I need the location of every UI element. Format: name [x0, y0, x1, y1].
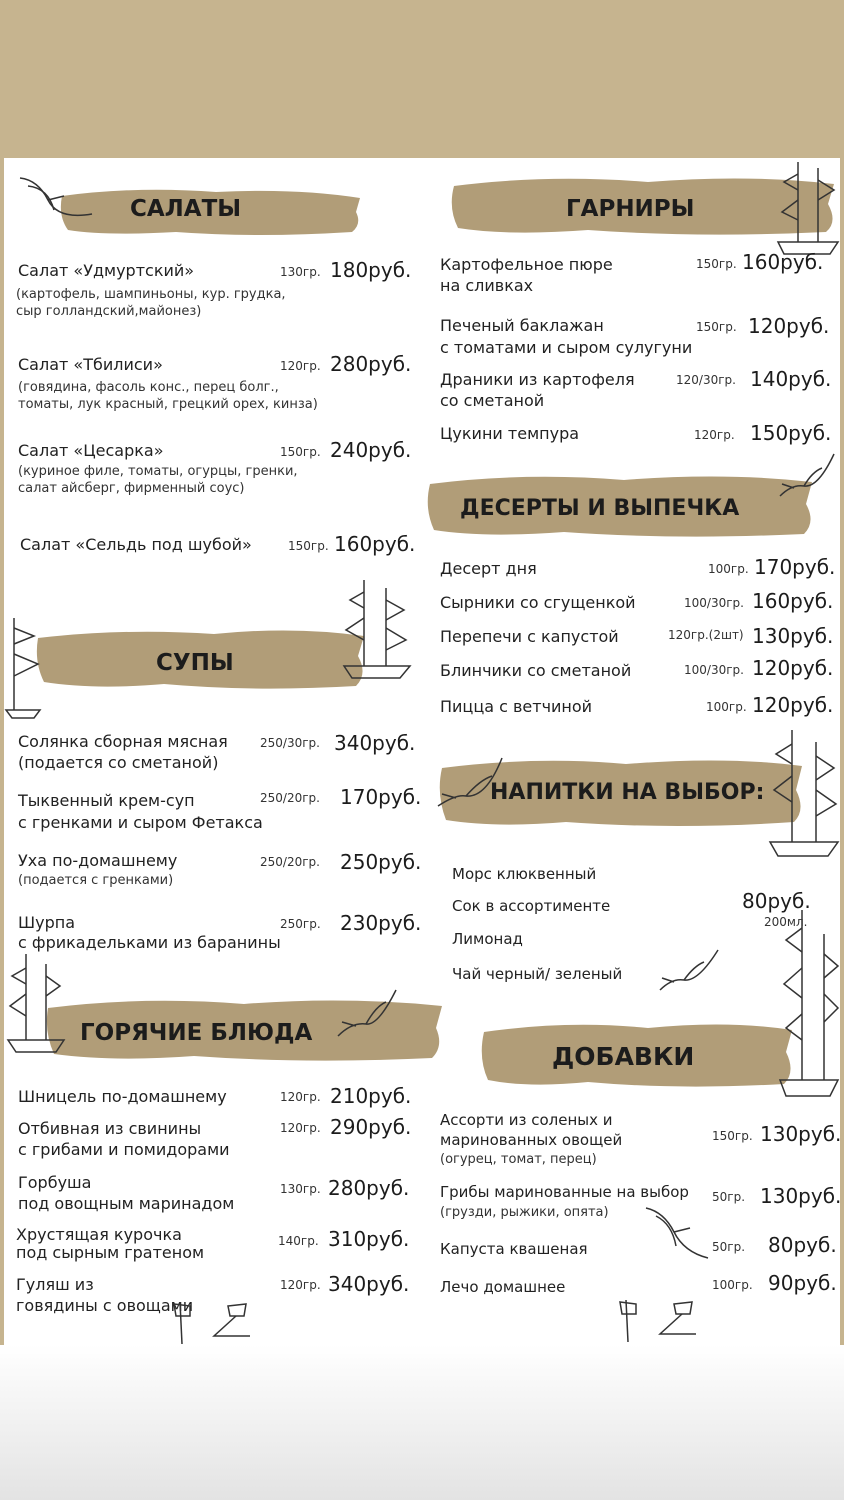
garnish-2-name: Печеный баклажан [440, 316, 604, 335]
salad-4-weight: 150гр. [288, 539, 329, 553]
garnish-1-price: 160руб. [742, 250, 824, 274]
dessert-1-name: Десерт дня [440, 559, 537, 578]
ship-icon [776, 158, 840, 258]
ship-icon [768, 724, 840, 864]
hot-dishes-title: ГОРЯЧИЕ БЛЮДА [80, 1020, 313, 1046]
soup-3-weight: 250/20гр. [260, 855, 320, 869]
hot-4-name-2: под сырным гратеном [16, 1243, 205, 1262]
hot-1-price: 210руб. [330, 1084, 412, 1108]
soup-1-name: Солянка сборная мясная [18, 732, 228, 751]
dessert-5-price: 120руб. [752, 693, 834, 717]
soup-2-weight: 250/20гр. [260, 791, 320, 805]
salad-1-price: 180руб. [330, 258, 412, 282]
salad-2-name: Салат «Тбилиси» [18, 355, 163, 374]
salad-4-price: 160руб. [334, 532, 416, 556]
salad-3-desc-1: (куриное филе, томаты, огурцы, гренки, [18, 464, 298, 479]
soup-1-name-2: (подается со сметаной) [18, 753, 219, 772]
salad-2-weight: 120гр. [280, 359, 321, 373]
garnish-4-price: 150руб. [750, 421, 832, 445]
extra-3-weight: 50гр. [712, 1240, 746, 1254]
salad-3-price: 240руб. [330, 438, 412, 462]
dessert-2-weight: 100/30гр. [684, 596, 744, 610]
garnish-2-price: 120руб. [748, 314, 830, 338]
ship-icon [4, 614, 46, 724]
garnish-3-weight: 120/30гр. [676, 373, 736, 387]
seagull-icon [642, 1202, 712, 1264]
dessert-4-name: Блинчики со сметаной [440, 661, 632, 680]
ship-icon [6, 948, 66, 1058]
salad-2-desc-1: (говядина, фасоль конс., перец болг., [18, 380, 279, 395]
soup-4-price: 230руб. [340, 911, 422, 935]
garnish-1-name-2: на сливках [440, 276, 534, 295]
salad-3-name: Салат «Цесарка» [18, 441, 164, 460]
hot-5-weight: 120гр. [280, 1278, 321, 1292]
hot-2-weight: 120гр. [280, 1121, 321, 1135]
extra-1-weight: 150гр. [712, 1129, 753, 1143]
salads-title: САЛАТЫ [130, 196, 242, 222]
hot-4-weight: 140гр. [278, 1234, 319, 1248]
salad-3-desc-2: салат айсберг, фирменный соус) [18, 481, 245, 496]
drink-2-name: Сок в ассортименте [452, 897, 611, 915]
bottom-background [0, 1345, 844, 1500]
extra-1-price: 130руб. [760, 1122, 842, 1146]
drinks-title: НАПИТКИ НА ВЫБОР: [490, 780, 765, 805]
extras-title: ДОБАВКИ [552, 1042, 695, 1071]
soup-2-price: 170руб. [340, 785, 422, 809]
extra-3-name: Капуста квашеная [440, 1240, 588, 1258]
hot-5-name: Гуляш из [16, 1275, 94, 1294]
drinks-volume: 200мл. [764, 915, 808, 929]
dessert-2-price: 160руб. [752, 589, 834, 613]
dessert-5-weight: 100гр. [706, 700, 747, 714]
hot-5-price: 340руб. [328, 1272, 410, 1296]
soup-2-name: Тыквенный крем-суп [18, 791, 195, 810]
garnish-3-name-2: со сметаной [440, 391, 545, 410]
garnish-3-name: Драники из картофеля [440, 370, 635, 389]
extra-4-price: 90руб. [768, 1271, 837, 1295]
hot-3-price: 280руб. [328, 1176, 410, 1200]
drink-1-name: Морс клюквенный [452, 865, 597, 883]
salad-2-desc-2: томаты, лук красный, грецкий орех, кинза) [18, 397, 318, 412]
flag-icon [616, 1298, 706, 1343]
hot-4-price: 310руб. [328, 1227, 410, 1251]
salad-1-desc-2: сыр голландский,майонез) [16, 304, 202, 319]
seagull-icon [336, 986, 400, 1040]
hot-4-name: Хрустящая курочка [16, 1225, 182, 1244]
dessert-4-price: 120руб. [752, 656, 834, 680]
dessert-2-name: Сырники со сгущенкой [440, 593, 636, 612]
hot-2-name-2: с грибами и помидорами [18, 1140, 230, 1159]
soup-1-price: 340руб. [334, 731, 416, 755]
dessert-3-price: 130руб. [752, 624, 834, 648]
garnish-1-name: Картофельное пюре [440, 255, 613, 274]
soup-4-weight: 250гр. [280, 917, 321, 931]
garnish-2-weight: 150гр. [696, 320, 737, 334]
extra-2-price: 130руб. [760, 1184, 842, 1208]
dessert-1-weight: 100гр. [708, 562, 749, 576]
soup-4-name-2: с фрикадельками из баранины [18, 933, 281, 952]
soup-3-name: Уха по-домашнему [18, 851, 178, 870]
flag-icon [170, 1300, 260, 1345]
extra-1-name-2: маринованных овощей [440, 1131, 623, 1149]
garnish-2-name-2: с томатами и сыром сулугуни [440, 338, 693, 357]
hot-2-name: Отбивная из свинины [18, 1119, 202, 1138]
hot-1-weight: 120гр. [280, 1090, 321, 1104]
soup-1-weight: 250/30гр. [260, 736, 320, 750]
extra-4-weight: 100гр. [712, 1278, 753, 1292]
salad-2-price: 280руб. [330, 352, 412, 376]
salad-4-name: Салат «Сельдь под шубой» [20, 535, 252, 554]
menu-sheet [4, 158, 840, 1345]
dessert-5-name: Пицца с ветчиной [440, 697, 593, 716]
extra-2-weight: 50гр. [712, 1190, 746, 1204]
salad-3-weight: 150гр. [280, 445, 321, 459]
salad-1-name: Салат «Удмуртский» [18, 261, 195, 280]
extra-4-name: Лечо домашнее [440, 1278, 566, 1296]
salad-1-weight: 130гр. [280, 265, 321, 279]
salad-1-desc-1: (картофель, шампиньоны, кур. грудка, [16, 287, 286, 302]
garnish-1-weight: 150гр. [696, 257, 737, 271]
drink-3-name: Лимонад [452, 930, 523, 948]
drinks-price: 80руб. [742, 889, 811, 913]
dessert-3-name: Перепечи с капустой [440, 627, 619, 646]
ship-icon [342, 574, 412, 684]
dessert-4-weight: 100/30гр. [684, 663, 744, 677]
soup-4-name: Шурпа [18, 913, 75, 932]
seagull-icon [778, 450, 838, 500]
garnish-title: ГАРНИРЫ [566, 196, 695, 222]
hot-3-name: Горбуша [18, 1173, 92, 1192]
soup-3-desc: (подается с гренками) [18, 873, 174, 888]
soups-title: СУПЫ [156, 650, 234, 676]
extra-1-desc: (огурец, томат, перец) [440, 1152, 597, 1167]
dessert-3-weight: 120гр.(2шт) [668, 628, 744, 642]
garnish-3-price: 140руб. [750, 367, 832, 391]
desserts-title: ДЕСЕРТЫ И ВЫПЕЧКА [460, 496, 740, 521]
seagull-icon [658, 946, 722, 994]
seagull-icon [18, 170, 98, 230]
extra-2-name: Грибы маринованные на выбор [440, 1183, 689, 1201]
garnish-4-weight: 120гр. [694, 428, 735, 442]
extra-3-price: 80руб. [768, 1233, 837, 1257]
hot-2-price: 290руб. [330, 1115, 412, 1139]
hot-3-weight: 130гр. [280, 1182, 321, 1196]
drink-4-name: Чай черный/ зеленый [452, 965, 623, 983]
garnish-4-name: Цукини темпура [440, 424, 580, 443]
dessert-1-price: 170руб. [754, 555, 836, 579]
soup-3-price: 250руб. [340, 850, 422, 874]
soup-2-name-2: с гренками и сыром Фетакса [18, 813, 263, 832]
extra-2-desc: (грузди, рыжики, опята) [440, 1205, 609, 1220]
hot-5-name-2: говядины с овощами [16, 1296, 194, 1315]
hot-3-name-2: под овощным маринадом [18, 1194, 235, 1213]
hot-1-name: Шницель по-домашнему [18, 1087, 227, 1106]
extra-1-name: Ассорти из соленых и [440, 1111, 613, 1129]
ship-icon [778, 904, 840, 1104]
